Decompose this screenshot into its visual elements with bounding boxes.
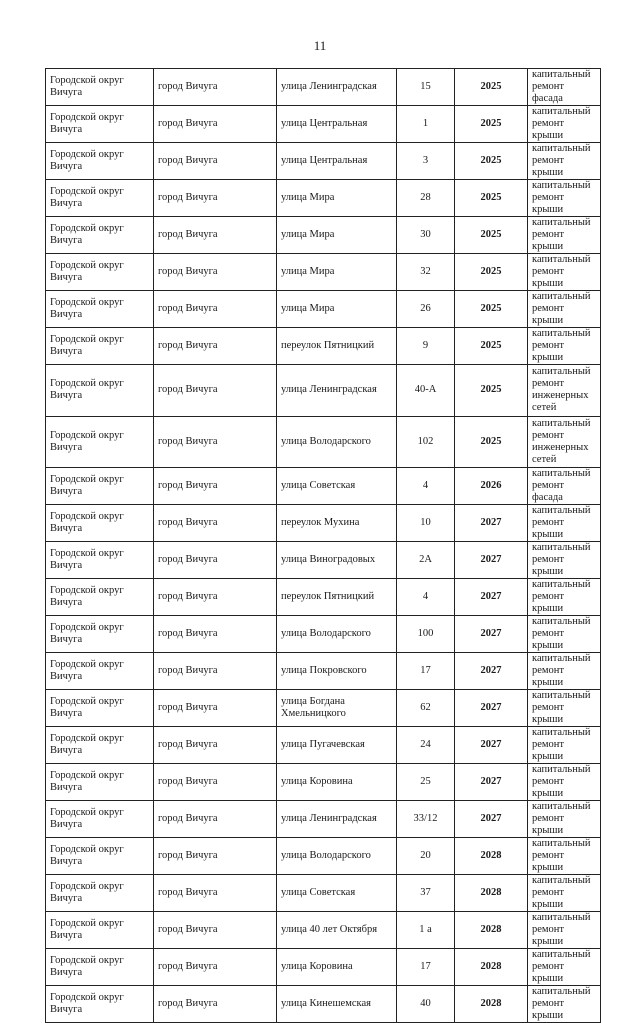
table-row: [46, 328, 601, 365]
cell-year: 2025: [455, 291, 528, 328]
cell-work-type: капитальный ремонт крыши: [528, 217, 601, 254]
cell-street: улица Ленинградская: [277, 365, 397, 417]
cell-city: город Вичуга: [154, 579, 277, 616]
cell-city: город Вичуга: [154, 291, 277, 328]
cell-house-number: 32: [397, 254, 455, 291]
cell-city: город Вичуга: [154, 106, 277, 143]
cell-year: 2025: [455, 143, 528, 180]
cell-house-number: 26: [397, 291, 455, 328]
cell-house-number: 20: [397, 838, 455, 875]
cell-street: улица Володарского: [277, 838, 397, 875]
cell-house-number: 1 а: [397, 912, 455, 949]
table-row: [46, 690, 601, 727]
cell-year: 2028: [455, 949, 528, 986]
table-row: [46, 727, 601, 764]
cell-street: переулок Мухина: [277, 505, 397, 542]
cell-year: 2028: [455, 875, 528, 912]
cell-work-type: капитальный ремонт крыши: [528, 764, 601, 801]
cell-street: переулок Пятницкий: [277, 579, 397, 616]
cell-year: 2028: [455, 986, 528, 1023]
table-row: [46, 217, 601, 254]
cell-year: 2025: [455, 254, 528, 291]
cell-year: 2026: [455, 468, 528, 505]
table-row: [46, 180, 601, 217]
cell-city: город Вичуга: [154, 328, 277, 365]
cell-city: город Вичуга: [154, 801, 277, 838]
cell-district: Городской округ Вичуга: [46, 986, 154, 1023]
cell-work-type: капитальный ремонт инженерных сетей: [528, 365, 601, 417]
cell-year: 2025: [455, 365, 528, 417]
cell-year: 2027: [455, 764, 528, 801]
cell-work-type: капитальный ремонт крыши: [528, 875, 601, 912]
cell-house-number: 30: [397, 217, 455, 254]
cell-district: Городской округ Вичуга: [46, 365, 154, 417]
cell-work-type: капитальный ремонт крыши: [528, 579, 601, 616]
cell-district: Городской округ Вичуга: [46, 254, 154, 291]
table-row: [46, 106, 601, 143]
cell-house-number: 40: [397, 986, 455, 1023]
cell-district: Городской округ Вичуга: [46, 106, 154, 143]
repair-schedule-table: [45, 68, 601, 1023]
cell-street: улица Покровского: [277, 653, 397, 690]
table-row: [46, 69, 601, 106]
cell-street: улица Володарского: [277, 416, 397, 468]
cell-work-type: капитальный ремонт крыши: [528, 180, 601, 217]
cell-house-number: 3: [397, 143, 455, 180]
cell-street: улица Коровина: [277, 949, 397, 986]
cell-city: город Вичуга: [154, 542, 277, 579]
cell-city: город Вичуга: [154, 217, 277, 254]
cell-district: Городской округ Вичуга: [46, 505, 154, 542]
table-row: [46, 291, 601, 328]
table-row: [46, 912, 601, 949]
cell-year: 2027: [455, 505, 528, 542]
cell-street: улица Богдана Хмельницкого: [277, 690, 397, 727]
cell-district: Городской округ Вичуга: [46, 291, 154, 328]
cell-city: город Вичуга: [154, 143, 277, 180]
cell-street: улица 40 лет Октября: [277, 912, 397, 949]
cell-district: Городской округ Вичуга: [46, 690, 154, 727]
cell-year: 2025: [455, 106, 528, 143]
table-row: [46, 416, 601, 468]
cell-house-number: 37: [397, 875, 455, 912]
cell-house-number: 40-А: [397, 365, 455, 417]
cell-year: 2025: [455, 217, 528, 254]
cell-city: город Вичуга: [154, 416, 277, 468]
cell-district: Городской округ Вичуга: [46, 328, 154, 365]
cell-house-number: 15: [397, 69, 455, 106]
cell-district: Городской округ Вичуга: [46, 416, 154, 468]
cell-year: 2027: [455, 616, 528, 653]
table-body: [46, 69, 601, 1023]
cell-work-type: капитальный ремонт крыши: [528, 801, 601, 838]
cell-district: Городской округ Вичуга: [46, 217, 154, 254]
cell-work-type: капитальный ремонт крыши: [528, 690, 601, 727]
cell-street: улица Володарского: [277, 616, 397, 653]
table-row: [46, 838, 601, 875]
cell-house-number: 9: [397, 328, 455, 365]
cell-house-number: 33/12: [397, 801, 455, 838]
cell-city: город Вичуга: [154, 616, 277, 653]
cell-street: улица Мира: [277, 254, 397, 291]
cell-street: улица Виноградовых: [277, 542, 397, 579]
cell-street: улица Кинешемская: [277, 986, 397, 1023]
cell-work-type: капитальный ремонт крыши: [528, 328, 601, 365]
cell-street: переулок Пятницкий: [277, 328, 397, 365]
table-row: [46, 764, 601, 801]
cell-year: 2025: [455, 328, 528, 365]
table-row: [46, 254, 601, 291]
cell-district: Городской округ Вичуга: [46, 143, 154, 180]
cell-street: улица Коровина: [277, 764, 397, 801]
cell-city: город Вичуга: [154, 912, 277, 949]
cell-work-type: капитальный ремонт крыши: [528, 912, 601, 949]
cell-house-number: 10: [397, 505, 455, 542]
cell-city: город Вичуга: [154, 365, 277, 417]
cell-work-type: капитальный ремонт крыши: [528, 838, 601, 875]
table-row: [46, 579, 601, 616]
cell-street: улица Советская: [277, 468, 397, 505]
cell-year: 2025: [455, 180, 528, 217]
cell-city: город Вичуга: [154, 875, 277, 912]
cell-city: город Вичуга: [154, 986, 277, 1023]
cell-district: Городской округ Вичуга: [46, 875, 154, 912]
cell-district: Городской округ Вичуга: [46, 653, 154, 690]
cell-house-number: 28: [397, 180, 455, 217]
cell-year: 2025: [455, 416, 528, 468]
cell-year: 2028: [455, 838, 528, 875]
cell-work-type: капитальный ремонт фасада: [528, 69, 601, 106]
cell-work-type: капитальный ремонт крыши: [528, 542, 601, 579]
cell-city: город Вичуга: [154, 653, 277, 690]
cell-work-type: капитальный ремонт инженерных сетей: [528, 416, 601, 468]
cell-work-type: капитальный ремонт крыши: [528, 254, 601, 291]
cell-house-number: 25: [397, 764, 455, 801]
cell-street: улица Мира: [277, 291, 397, 328]
cell-work-type: капитальный ремонт крыши: [528, 949, 601, 986]
cell-house-number: 4: [397, 468, 455, 505]
cell-district: Городской округ Вичуга: [46, 542, 154, 579]
cell-street: улица Мира: [277, 180, 397, 217]
cell-city: город Вичуга: [154, 838, 277, 875]
cell-street: улица Центральная: [277, 106, 397, 143]
table-row: [46, 653, 601, 690]
table-row: [46, 801, 601, 838]
cell-year: 2028: [455, 912, 528, 949]
cell-year: 2027: [455, 727, 528, 764]
cell-house-number: 24: [397, 727, 455, 764]
table-row: [46, 542, 601, 579]
cell-district: Городской округ Вичуга: [46, 616, 154, 653]
cell-work-type: капитальный ремонт крыши: [528, 505, 601, 542]
cell-house-number: 4: [397, 579, 455, 616]
cell-city: город Вичуга: [154, 727, 277, 764]
table-row: [46, 949, 601, 986]
cell-house-number: 17: [397, 949, 455, 986]
cell-year: 2027: [455, 542, 528, 579]
cell-district: Городской округ Вичуга: [46, 727, 154, 764]
cell-house-number: 1: [397, 106, 455, 143]
cell-city: город Вичуга: [154, 254, 277, 291]
cell-district: Городской округ Вичуга: [46, 912, 154, 949]
cell-city: город Вичуга: [154, 468, 277, 505]
cell-city: город Вичуга: [154, 764, 277, 801]
cell-year: 2027: [455, 653, 528, 690]
cell-district: Городской округ Вичуга: [46, 949, 154, 986]
table-row: [46, 143, 601, 180]
cell-work-type: капитальный ремонт крыши: [528, 727, 601, 764]
table-row: [46, 616, 601, 653]
cell-city: город Вичуга: [154, 949, 277, 986]
page-number: 11: [313, 38, 327, 53]
cell-district: Городской округ Вичуга: [46, 579, 154, 616]
table-row: [46, 365, 601, 417]
cell-district: Городской округ Вичуга: [46, 468, 154, 505]
cell-district: Городской округ Вичуга: [46, 69, 154, 106]
cell-house-number: 2А: [397, 542, 455, 579]
cell-work-type: капитальный ремонт крыши: [528, 143, 601, 180]
cell-city: город Вичуга: [154, 690, 277, 727]
cell-city: город Вичуга: [154, 505, 277, 542]
cell-street: улица Пугачевская: [277, 727, 397, 764]
table-row: [46, 875, 601, 912]
cell-house-number: 62: [397, 690, 455, 727]
cell-work-type: капитальный ремонт крыши: [528, 291, 601, 328]
cell-year: 2025: [455, 69, 528, 106]
cell-district: Городской округ Вичуга: [46, 764, 154, 801]
cell-city: город Вичуга: [154, 180, 277, 217]
cell-house-number: 100: [397, 616, 455, 653]
cell-work-type: капитальный ремонт крыши: [528, 616, 601, 653]
cell-street: улица Мира: [277, 217, 397, 254]
cell-street: улица Советская: [277, 875, 397, 912]
cell-district: Городской округ Вичуга: [46, 180, 154, 217]
cell-year: 2027: [455, 801, 528, 838]
table-row: [46, 505, 601, 542]
cell-street: улица Ленинградская: [277, 801, 397, 838]
cell-year: 2027: [455, 579, 528, 616]
cell-city: город Вичуга: [154, 69, 277, 106]
cell-street: улица Ленинградская: [277, 69, 397, 106]
cell-street: улица Центральная: [277, 143, 397, 180]
table-row: [46, 986, 601, 1023]
cell-house-number: 102: [397, 416, 455, 468]
table-row: [46, 468, 601, 505]
cell-work-type: капитальный ремонт крыши: [528, 106, 601, 143]
cell-district: Городской округ Вичуга: [46, 838, 154, 875]
cell-year: 2027: [455, 690, 528, 727]
cell-work-type: капитальный ремонт фасада: [528, 468, 601, 505]
cell-district: Городской округ Вичуга: [46, 801, 154, 838]
cell-work-type: капитальный ремонт крыши: [528, 653, 601, 690]
cell-work-type: капитальный ремонт крыши: [528, 986, 601, 1023]
cell-house-number: 17: [397, 653, 455, 690]
